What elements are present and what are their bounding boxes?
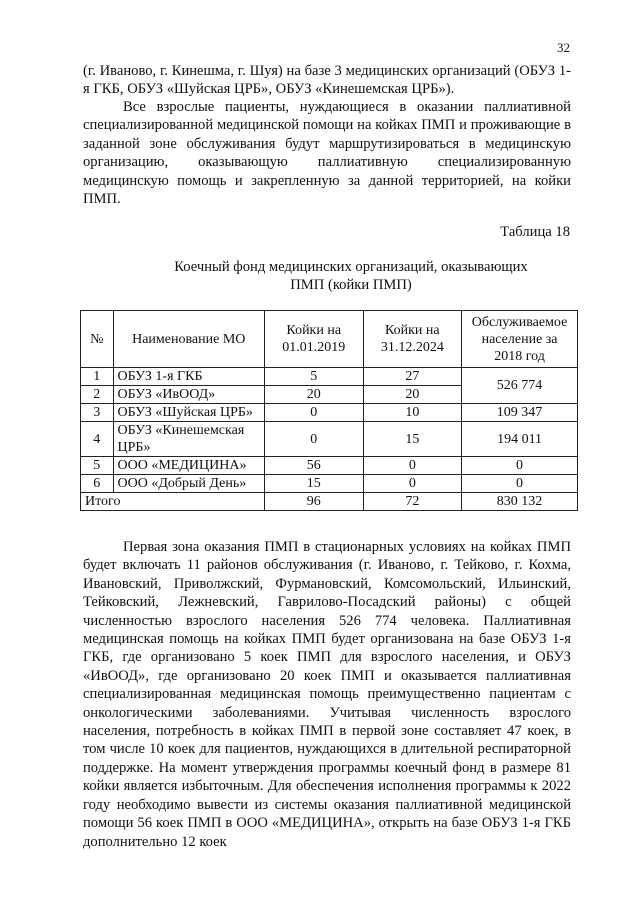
row-num: 5 (81, 457, 114, 475)
row-name: ОБУЗ «ИвООД» (113, 386, 264, 404)
row-num: 2 (81, 386, 114, 404)
row-num: 3 (81, 404, 114, 422)
header-beds-2019: Койки на 01.01.2019 (264, 311, 363, 368)
table-row (81, 404, 578, 422)
row-population: 0 (462, 475, 578, 493)
row-beds-2024: 20 (363, 386, 462, 404)
total-label: Итого (81, 493, 265, 511)
total-population: 830 132 (462, 493, 578, 511)
total-beds-2019: 96 (264, 493, 363, 511)
header-name: Наименование МО (113, 311, 264, 368)
total-beds-2024: 72 (363, 493, 462, 511)
row-beds-2019: 5 (264, 368, 363, 386)
row-name: ООО «МЕДИЦИНА» (113, 457, 264, 475)
table-label: Таблица 18 (500, 224, 570, 240)
row-beds-2024: 10 (363, 404, 462, 422)
row-num: 4 (81, 422, 114, 457)
row-name: ОБУЗ «Кинешемская ЦРБ» (113, 422, 264, 457)
row-beds-2019: 0 (264, 422, 363, 457)
row-population: 0 (462, 457, 578, 475)
row-population-merged: 526 774 (462, 368, 578, 404)
row-name: ОБУЗ «Шуйская ЦРБ» (113, 404, 264, 422)
table-row (81, 457, 578, 475)
table-row (81, 475, 578, 493)
table-header-row (81, 311, 578, 368)
row-beds-2019: 20 (264, 386, 363, 404)
row-beds-2024: 15 (363, 422, 462, 457)
table-caption (83, 258, 619, 295)
table-caption-line-2: ПМП (койки ПМП) (290, 277, 412, 294)
row-beds-2019: 15 (264, 475, 363, 493)
row-beds-2019: 56 (264, 457, 363, 475)
row-beds-2024: 27 (363, 368, 462, 386)
table-total-row (81, 493, 578, 511)
row-num: 6 (81, 475, 114, 493)
table-caption-line-1: Коечный фонд медицинских организаций, оказывающих (174, 259, 528, 275)
row-population: 109 347 (462, 404, 578, 422)
header-num: № (81, 311, 114, 368)
header-population: Обслуживаемое население за 2018 год (462, 311, 578, 368)
row-population: 194 011 (462, 422, 578, 457)
page-number: 32 (557, 40, 570, 55)
row-beds-2024: 0 (363, 457, 462, 475)
table-row (81, 422, 578, 457)
paragraph-3: Первая зона оказания ПМП в стационарных условиях на койках ПМП будет включать 11 районов обслуживания (г. Иваново, г. Тейково, г. Кохма, Ивановский, Приволжский, Фурмановский, Комсомольский, Ильинский, Тейковский, Лежневский, Гаврилово-Посадский районы) с общей численностью взрослого населения 526 774 человека. Паллиативная медицинская помощь на койках ПМП будет организована на базе ОБУЗ 1-я ГКБ, где организовано 5 коек ПМП для взрослого населения, и ОБУЗ «ИвООД», где организовано 20 коек ПМП и оказывается паллиативная специализированная медицинская помощь преимущественно пациентам с онкологическими заболеваниями. Учитывая численность взрослого населения, потребность в койках ПМП в первой зоне составляет 47 коек, в том числе 10 коек для пациентов, нуждающихся в длительной респираторной поддержке. На момент утверждения программы коечный фонд в размере 81 койки является избыточным. Для обеспечения исполнения программы к 2022 году необходимо вывести из системы оказания паллиативной медицинской помощи 56 коек ПМП в ООО «МЕДИЦИНА», открыть на базе ОБУЗ 1-я ГКБ дополнительно 12 коек (83, 539, 571, 850)
paragraph-2: Все взрослые пациенты, нуждающиеся в оказании паллиативной специализированной медицинской помощи на койках ПМП и проживающие в заданной зоне обслуживания будут маршрутизироваться в медицинскую организацию, оказывающую паллиативную специализированную медицинскую помощь и закрепленную за данной территорией, на койки ПМП. (83, 99, 571, 208)
row-beds-2024: 0 (363, 475, 462, 493)
paragraph-1: (г. Иваново, г. Кинешма, г. Шуя) на базе 3 медицинских организаций (ОБУЗ 1-я ГКБ, ОБУЗ «Шуйская ЦРБ», ОБУЗ «Кинешемская ЦРБ»). (83, 63, 571, 98)
table-row (81, 368, 578, 386)
row-num: 1 (81, 368, 114, 386)
beds-table (80, 310, 578, 511)
row-beds-2019: 0 (264, 404, 363, 422)
row-name: ОБУЗ 1-я ГКБ (113, 368, 264, 386)
header-beds-2024: Койки на 31.12.2024 (363, 311, 462, 368)
row-name: ООО «Добрый День» (113, 475, 264, 493)
